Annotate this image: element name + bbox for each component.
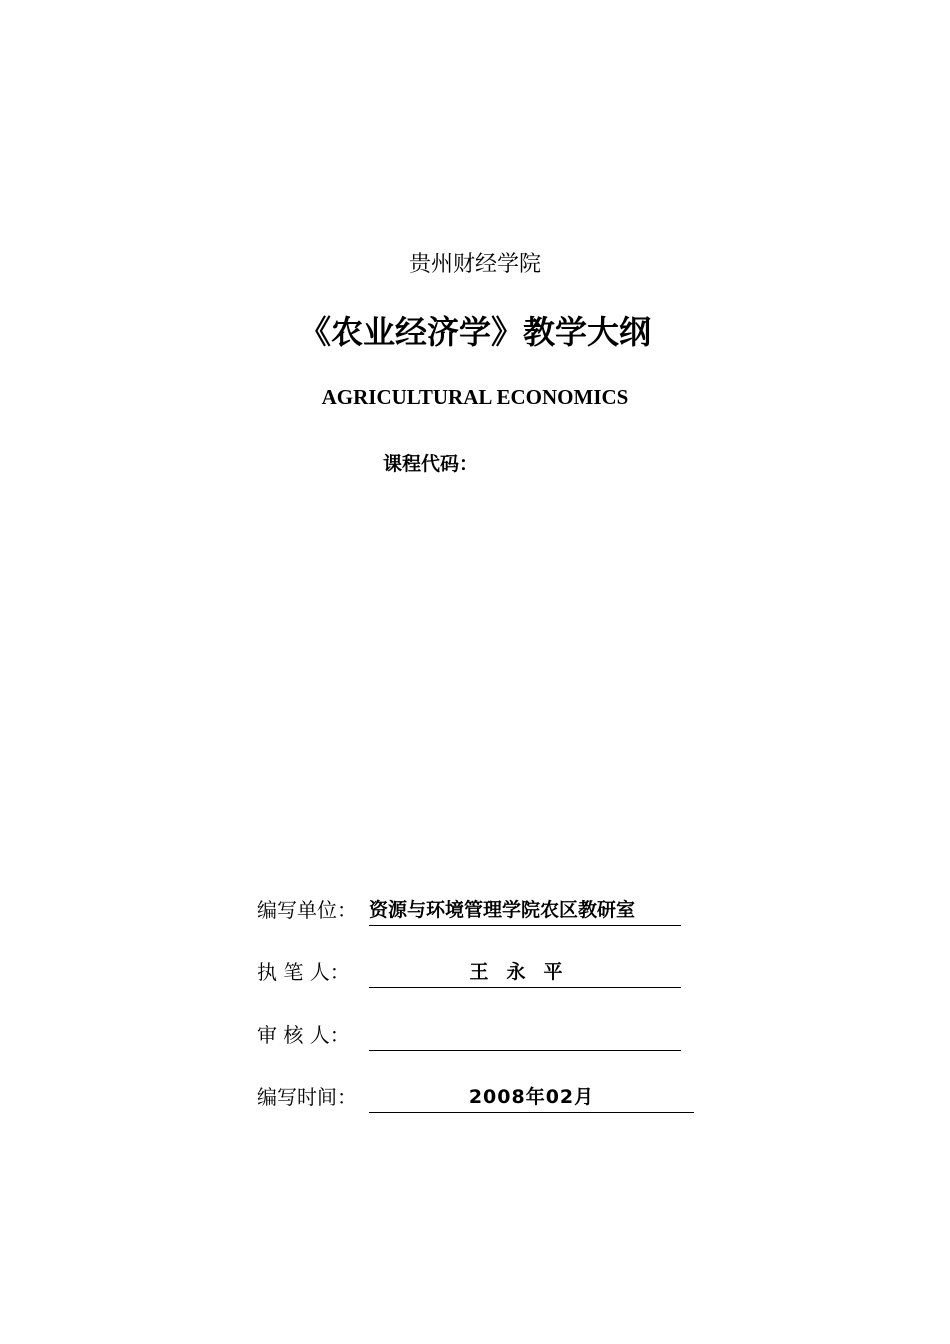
unit-value: 资源与环境管理学院农区教研室 [369,895,681,926]
english-title: AGRICULTURAL ECONOMICS [321,385,629,409]
reviewer-label: 审 核 人： [257,1023,350,1047]
reviewer-value [369,1020,681,1051]
unit-label: 编写单位： [257,898,357,922]
date-value: 2008年02月 [369,1082,694,1113]
author-label: 执 笔 人： [257,960,350,984]
date-label: 编写时间： [257,1085,357,1109]
document-title: 《农业经济学》教学大纲 [298,313,651,351]
author-value: 王永平 [369,957,681,988]
course-code-label: 课程代码： [383,453,479,475]
institution-name: 贵州财经学院 [408,252,541,277]
